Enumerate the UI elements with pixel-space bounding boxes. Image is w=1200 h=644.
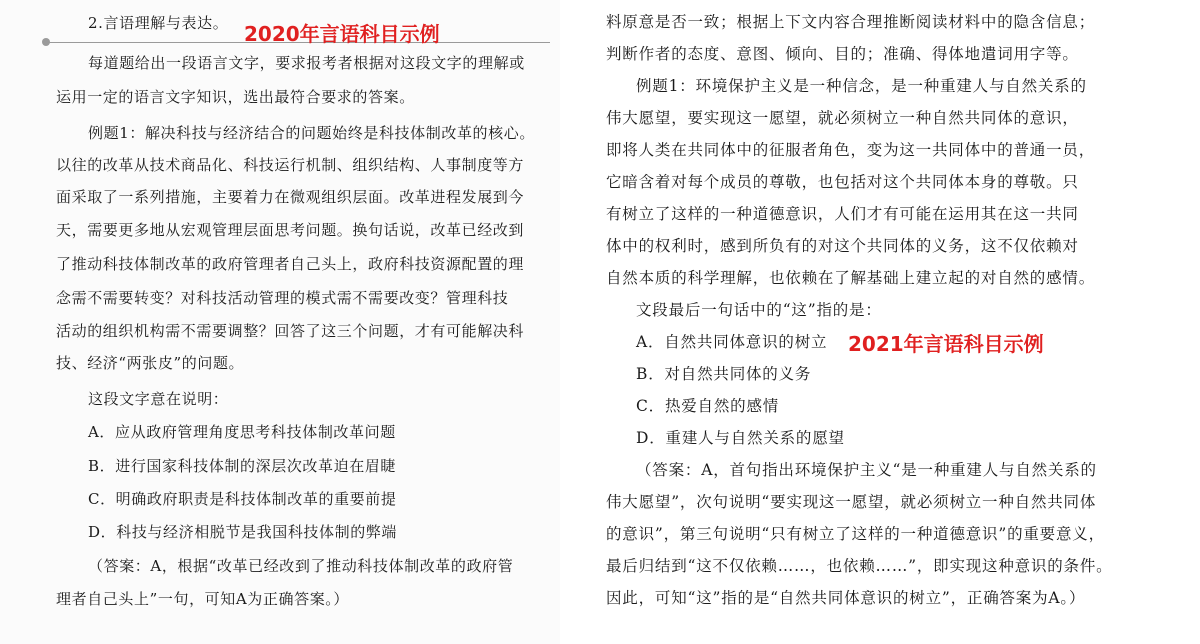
right-text-line: 它暗含着对每个成员的尊敬，也包括对这个共同体本身的尊敬。只 (606, 173, 1079, 191)
left-text-line: 活动的组织机构需不需要调整？回答了这三个问题，才有可能解决科 (56, 322, 525, 340)
question-prompt: 这段文字意在说明： (88, 390, 229, 408)
answer-line: 最后归结到“这不仅依赖……，也依赖……”，即实现这种意识的条件。 (606, 557, 1113, 575)
answer-line: 理者自己头上”一句，可知A为正确答案。） (56, 590, 350, 608)
answer-line: （答案：A，首句指出环境保护主义“是一种重建人与自然关系的 (636, 461, 1097, 479)
right-text-line: 体中的权利时，感到所负有的对这个共同体的义务，这不仅依赖对 (606, 237, 1079, 255)
left-document-page (0, 0, 560, 644)
answer-line: 的意识”，第三句说明“只有树立了这样的一种道德意识”的重要意义， (606, 525, 1105, 543)
answer-line: 因此，可知“这”指的是“自然共同体意识的树立”，正确答案为A。） (606, 589, 1086, 607)
right-text-line: 伟大愿望，要实现这一愿望，就必须树立一种自然共同体的意识， (606, 109, 1079, 127)
left-text-line: 技、经济“两张皮”的问题。 (56, 354, 245, 372)
option-b: B．对自然共同体的义务 (636, 365, 812, 383)
right-text-line: 即将人类在共同体中的征服者角色，变为这一共同体中的普通一员， (606, 141, 1096, 159)
section-heading: 2.言语理解与表达。 (88, 14, 229, 32)
right-text-line: 自然本质的科学理解，也依赖在了解基础上建立起的对自然的感情。 (606, 269, 1096, 287)
right-watermark-label: 2021年言语科目示例 (848, 332, 1044, 356)
answer-line: （答案：A，根据“改革已经改到了推动科技体制改革的政府管 (88, 557, 514, 575)
left-text-line: 每道题给出一段语言文字，要求报考者根据对这段文字的理解或 (88, 54, 525, 72)
right-text-line: 料原意是否一致；根据上下文内容合理推断阅读材料中的隐含信息； (606, 13, 1096, 31)
left-text-line: 了推动科技体制改革的政府管理者自己头上，政府科技资源配置的理 (56, 255, 525, 273)
right-text-line: 例题1：环境保护主义是一种信念，是一种重建人与自然关系的 (636, 77, 1087, 95)
left-text-line: 天，需要更多地从宏观管理层面思考问题。换句话说，改革已经改到 (56, 221, 525, 239)
right-document-page (588, 0, 1200, 644)
option-c: C．热爱自然的感情 (636, 397, 780, 415)
left-text-line: 以往的改革从技术商品化、科技运行机制、组织结构、人事制度等方 (56, 156, 525, 174)
option-a: A．应从政府管理角度思考科技体制改革问题 (88, 423, 396, 441)
right-text-line: 有树立了这样的一种道德意识，人们才有可能在运用其在这一共同 (606, 205, 1079, 223)
left-text-line: 念需不需要转变？对科技活动管理的模式需不需要改变？管理科技 (56, 289, 509, 307)
option-a: A．自然共同体意识的树立 (636, 333, 828, 351)
option-c: C．明确政府职责是科技体制改革的重要前提 (88, 490, 397, 508)
left-watermark-label: 2020年言语科目示例 (244, 22, 440, 46)
left-text-line: 面采取了一系列措施，主要着力在微观组织层面。改革进程发展到今 (56, 188, 525, 206)
question-prompt: 文段最后一句话中的“这”指的是： (636, 301, 882, 319)
left-text-line: 运用一定的语言文字知识，选出最符合要求的答案。 (56, 88, 415, 106)
option-d: D．科技与经济相脱节是我国科技体制的弊端 (88, 523, 398, 541)
option-b: B．进行国家科技体制的深层次改革迫在眉睫 (88, 457, 397, 475)
left-text-line: 例题1：解决科技与经济结合的问题始终是科技体制改革的核心。 (88, 124, 535, 142)
page-gutter (560, 0, 588, 644)
right-text-line: 判断作者的态度、意图、倾向、目的；准确、得体地遣词用字等。 (606, 45, 1079, 63)
option-d: D．重建人与自然关系的愿望 (636, 429, 845, 447)
answer-line: 伟大愿望”，次句说明“要实现这一愿望，就必须树立一种自然共同体 (606, 493, 1097, 511)
